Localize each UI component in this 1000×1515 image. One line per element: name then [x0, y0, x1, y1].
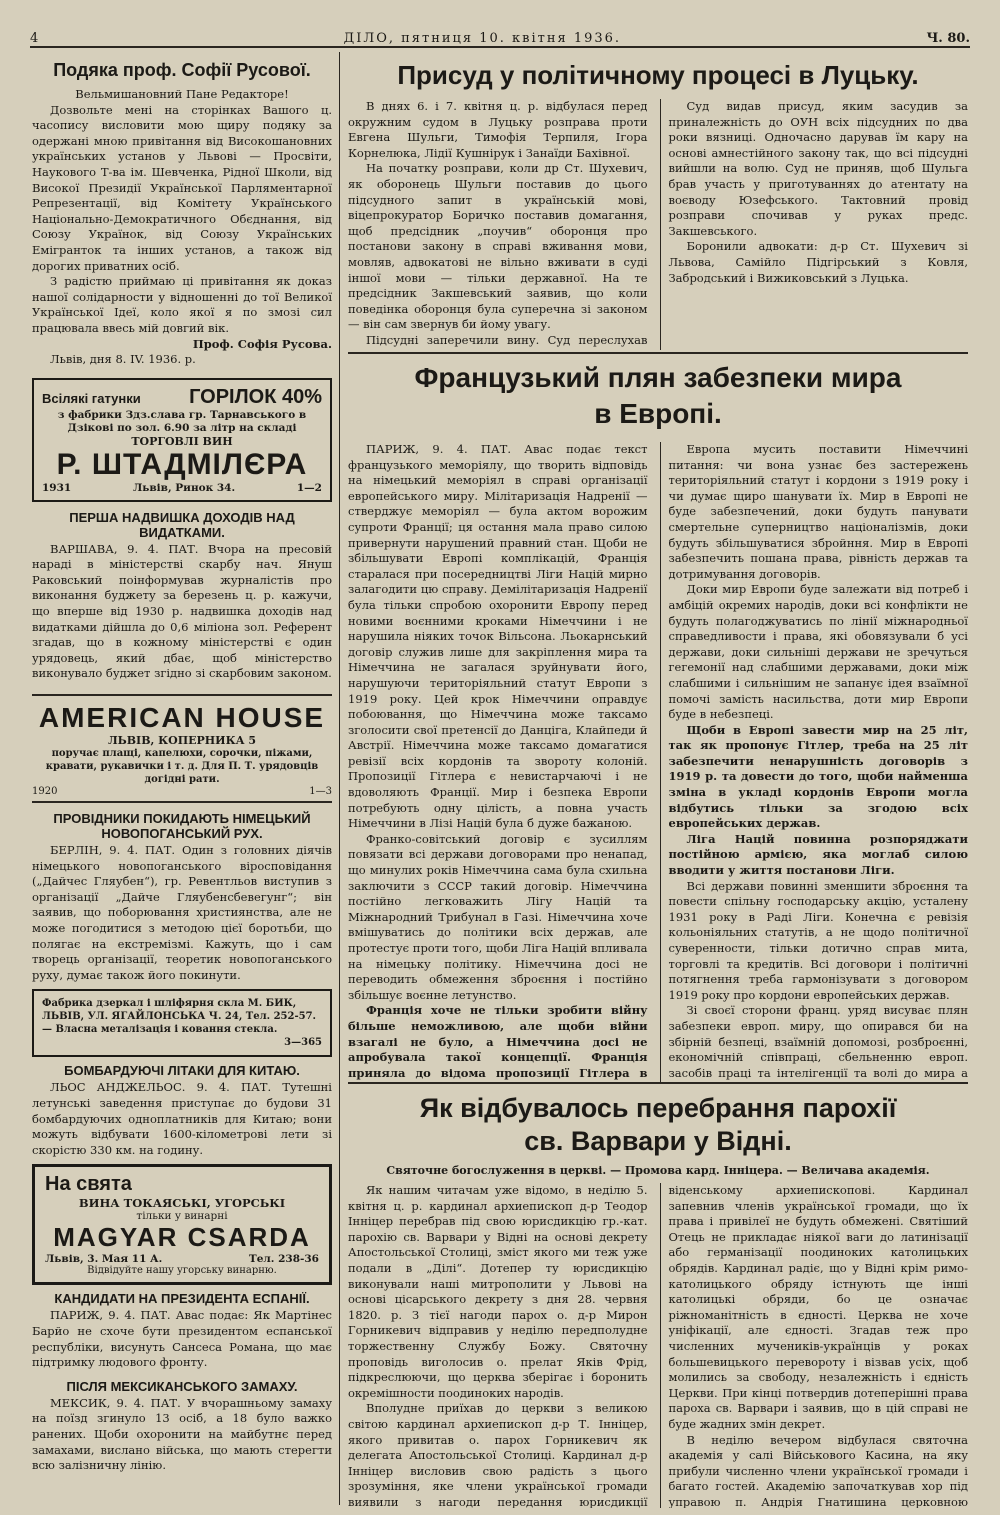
news-body: ЛЬОС АНДЖЕЛЬОС. 9. 4. ПАТ. Тутешні летунські заведення приступає до будови 31 бомбардуючих одноплатників для Китаю; вони можуть відбувати 1600-кілометрові лети зі скорістю 330 км. на годину.: [32, 1080, 332, 1157]
article-paragraph: Всі держави повинні зменшити зброєння та повести спільну господарську акцію, усталену 1931 року в Раді Ліги. Конечна є ревізія кольоніяльних статутів, а не щодо політичної суверенности, тільки дотично справ мита, торговлі та кредитів. Всі договори і політичні потягнення треба гармонізувати з договором 1919 року про кордони европейських держав.: [668, 878, 968, 1002]
article-paragraph: Вполудне приїхав до церкви з великою світою кардинал архиепископ д-р Т. Інніцер, якого привитав о. парох Горникевич як делегата Апостольської Столиці. Кардинал д-р Інніцер висловив свою радість з цього зрозуміння, яке члени української громади виявили з нагоди передання юрисдикції: [348, 1401, 648, 1508]
ad-line: На свята: [45, 1173, 132, 1196]
article-paragraph: Підсудні заперечили вину. Суд переслухав: [366, 332, 648, 347]
thanks-title: Подяка проф. Софії Русової.: [53, 60, 311, 80]
ad-line: Відвідуйте нашу угорську винарню.: [87, 1265, 277, 1277]
article-lutsk-trial: [348, 56, 968, 350]
ad-code: 3—365: [284, 1037, 322, 1049]
news-title: ПРОВІДНИКИ ПОКИДАЮТЬ НІМЕЦЬКИЙ НОВОПОГАНСЬКИЙ РУХ.: [53, 811, 311, 842]
page-header: [30, 24, 970, 48]
article-paragraph: Зі своєї сторони франц. уряд висуває плян забезпеки европ. миру, що опирався би на збірній безпеці, взаїмній допомозі, розброєнні, економічній співпраці, сбельненню европ. засобів праці та інтелігенції та волі до мира а: [668, 1003, 968, 1080]
news-body: ВАРШАВА, 9. 4. ПАТ. Вчора на пресовій нараді в міністерстві скарбу нач. Януш Раковський поінформував журналістів про виконання буджету за березень ц. р. кажучи, що вперше від 1930 р. надвишка доходів над видатками дійшла до 0,6 міліона зол. Референт згадав, що в кожному міністерстві є один урядовець, який дбає, щоб міністерство виконувало буджет згідно зі скарбовим законом.: [32, 541, 332, 681]
article-paragraph: Ліга Націй повинна розпоряджати постійною армією, яка моглаб силою вводити у життя постанови Ліги.: [668, 831, 968, 878]
article-paragraph: Франко-совітський договір є зусиллям повязати всі держави договорами про ненапад, що минулих років Німеччина сама була схильна заключити з СССР такий договір. Німеччина постійно легковажить Лігу Націй та Міжнародний Трибунал в Газі. Німеччина хоче вмішуватись до політики всіх держав, але протестує проти того, щоби Ліга Націй впливала на німецьку політику. Німеччина досі не переводить обмеження зброєння і постійно збільшує воєнне летунство.: [348, 831, 648, 1002]
ad-line: ГОРІЛОК 40%: [189, 385, 322, 408]
article-paragraph: Доки мир Европи буде залежати від потреб і амбіцій окремих народів, доки всі конфлікти не будуть полагоджуватись по лінії міжнародньої справедливости і права, які обовязували б усі держави, доки сильніші держави не зречуться гегемонії над слабшими державами, доки між слабшими і сильнішим не запанує ідея взаїмної помочі замість насильства, доти мир Европи буде в небезпеці.: [668, 582, 968, 722]
thanks-letter: [32, 60, 332, 368]
ad-line: Всілякі гатунки: [42, 390, 141, 406]
ad-line: тільки у винарні: [136, 1210, 228, 1223]
ad-line: з фабрики Здз.слава гр. Тарнавського в Дзікові по зол. 6.90 за літр на складі: [57, 408, 307, 434]
article-title: Французький плян забезпеки мира в Европі.: [414, 362, 902, 429]
article-title: св. Варвари у Відні.: [524, 1126, 792, 1156]
advertisement-stadmiller: [32, 378, 332, 502]
thanks-paragraph: З радістю приймаю ці привітання як доказ нашої солідарности у відношенні до тої Великої Української Ідеї, коло якої я по змозі сил працювала ввесь мій довгий вік.: [32, 274, 332, 335]
article-paragraph: Европа мусить поставити Німеччині питання: чи вона узнає без застережень територіяльний статут і кордони з 1919 року і чи думає щиро шанувати їх. Мир в Европі не буде забезпечений, доки будуть панувати смертельне суперництво націоналізмів, доки будуть збільшуватися збройння. Мир в Европі забезпечить пошана права, рівність держав та дотримування договорів.: [668, 442, 968, 581]
news-title: КАНДИДАТИ НА ПРЕЗИДЕНТА ЕСПАНІЇ.: [54, 1291, 310, 1307]
advertisement-magyar-csarda: [32, 1164, 332, 1285]
ad-line: ВИНА ТОКАЯСЬКІ, УГОРСЬКІ: [78, 1196, 286, 1211]
advertisement-american-house: [32, 694, 332, 803]
article-st-barbara: [348, 1082, 968, 1508]
signature: Проф. Софія Русова.: [192, 336, 332, 351]
news-title: ПЕРША НАДВИШКА ДОХОДІВ НАД ВИДАТКАМИ.: [69, 509, 295, 540]
article-paragraph: ПАРИЖ, 9. 4. ПАТ. Авас подає текст французького меморіялу, що творить відповідь на німецький меморіял в справі організації европейського миру. Мілітаризація Надренії — стверджує меморіял — була актом ворожим супроти Франції; ця остання мала право силою привернути нарушений правний стан. Щоби не збільшувати Европі комплікацій, Франція старалася при посередництві Ліги Націй мирно залагодити цю справу. Демілітаризація Надренії була тільки спробою охоронити Европу перед новими воєнними кроками Німеччини і не нарушила ніяких точок Вільсона. Льокарнський договір служив лише для закріплення мира та Німеччина не загалася зруйнувати його, нарушуючи територіяльний статут Европи з 1919 року. Цей крок Німеччини оправдує побоювання, що Німеччина може таксамо зголосити свої претенсії до Данціга, Клайпеди й Австрії. Німеччина може таксамо домагатися ревізії всіх кордонів та звороту колоній. Пропозиції Гітлера є невистарчаючі і не вдоволяють Франції. Мир і безпека Европи потребують одну цілість, а повна участь Німеччини в Лізі Націй була б дуже бажаною.: [348, 442, 648, 831]
article-paragraph: Боронили адвокати: д-р Ст. Шухевич зі Львова, Самійло Підгірський з Ковля, Забродський і Вижиковський з Луцька.: [668, 239, 968, 285]
article-paragraph: В днях 6. і 7. квітня ц. р. відбулася перед окружним судом в Луцьку розправа проти Евгена Шульги, Тимофія Терпиля, Ігора Корнелюка, Лідії Кушнірук і Занаїди Бахівної.: [348, 99, 648, 160]
masthead-date: ДІЛО, пятниця 10. квітня 1936.: [343, 31, 622, 46]
ad-line: ТОРГОВЛІ ВИН: [131, 434, 233, 448]
news-body: БЕРЛІН, 9. 4. ПАТ. Один з головних діячів німецького новопоганського віросповідання („Дайчес Гляубен“), гр. Ревентльов виступив з організації „Дайче Гляубенсбевегунг“; він заявив, що поборювання християнства, але не може погодитися з методою цієї боротьби, що полягає на екстремізмі. Кажуть, що і сам творець організації, теоретик новопоганського руху, думає також його покинути.: [32, 843, 332, 982]
news-body: МЕКСИК, 9. 4. ПАТ. У вчорашньому замаху на поїзд згинуло 13 осіб, а 18 було важко ранених. Щоби охоронити на майбутнє перед замахами, вислано війська, що мають стерегти всю залізничну лінію.: [32, 1395, 332, 1473]
ad-address: Львів, 3. Мая 11 А.: [45, 1253, 163, 1266]
letter-date: Львів, дня 8. IV. 1936. р.: [50, 352, 196, 367]
article-title: Присуд у політичному процесі в Луцьку.: [397, 60, 919, 90]
article-title: Як відбувалось перебрання парохії: [419, 1093, 897, 1123]
article-french-plan: [348, 352, 968, 1082]
ad-phone: Тел. 238-36: [248, 1253, 319, 1266]
ad-year: 1931: [42, 481, 72, 494]
article-paragraph: Як нашим читачам уже відомо, в неділю 5. квітня ц. р. кардинал архиепископ д-р Теодор Інніцер перебрав під свою юрисдикцію гр.-кат. парохію св. Варвари у Відні на основі декрету Апостольської Столиці, зміст якого ми теж уже подали в „Ділі“. Дотепер ту юрисдикцію виконували наші митрополити у Львові на основі цісарського декрету з дня 28. червня 1820. р. З тієї нагоди парох о. д-р Мирон Горникевич відправив у неділю передполудне торжественну Службу Божу. Святочну проповідь виголосив о. прелат Яків Фрід, підкреслюючи, що церква зберігає і боронить окремішности поодиноких народів.: [348, 1183, 648, 1400]
article-paragraph: В неділю вечером відбулася святочна академія у салі Військового Касина, на яку прибули численно члени української громади і багато гостей. Академію започаткував хор під управою п. Андрія Гнатишина церковною: [668, 1432, 968, 1508]
ad-address: ЛЬВІВ, КОПЕРНИКА 5: [107, 734, 257, 748]
advertisement-mirror-factory: [32, 989, 332, 1057]
article-paragraph: віденському архиепископові. Кардинал запевнив членів української громади, що їх права і привілеї не будуть обмежені. Святіший Отець не прикладає ніякої ваги до латинізації або германізації поодиноких католицьких обрядів. Кардинал радіє, що у Відні крім римо-католицького обряду істнують ще інші католицькі обряди, бо це означає ріжноманітність в єдності. Церква не хоче уніфікації, але єдності. Згадав теж про численних мучеників-українців у роках большевицького перевороту і візвав усіх, щоб молились за свободу, незалежність і єдність Церкви. При кінці потвердив дотеперішні права пароха св. Варвари і заявив, що в цій справі не буде жадних змін декрет.: [668, 1183, 968, 1431]
ad-brand: Р. ШТАДМІЛЄРА: [56, 447, 308, 481]
left-column: [32, 56, 332, 1506]
news-item: [32, 1063, 332, 1158]
news-title: БОМБАРДУЮЧІ ЛІТАКИ ДЛЯ КИТАЮ.: [64, 1063, 300, 1079]
page-number: 4: [30, 31, 39, 46]
news-body: ПАРИЖ, 9. 4. ПАТ. Авас подає: Як Мартінес Барйо не схоче бути президентом еспанської республіки, висунуть Сансеса Романа, що має підтримку людового фронту.: [32, 1308, 332, 1370]
news-item: [32, 510, 332, 682]
salutation: Вельмишановний Пане Редакторе!: [75, 87, 289, 101]
article-subtitle: Святочне богослуження в церкві. — Промова кард. Інніцера. — Величава академія.: [386, 1164, 930, 1177]
issue-number: Ч. 80.: [926, 31, 970, 46]
ad-address: Львів, Ринок 34.: [132, 481, 236, 494]
news-item: [32, 1379, 332, 1474]
news-item: [32, 1291, 332, 1370]
ad-text: поручає плащі, капелюхи, сорочки, піжами, кравати, рукавички і т. д. Для П. Т. урядовців догідні рати.: [45, 748, 319, 786]
ad-brand: MAGYAR CSARDA: [53, 1222, 311, 1253]
article-paragraph: Щоби в Европі завести мир на 25 літ, так як пропонує Гітлер, треба на 25 літ забезпечити ненарушність договорів з 1919 р. та довести до того, щоби найменша зміна в укладі кордонів Европи могла відбутись тільки за згодою всіх европейських держав.: [668, 722, 968, 831]
news-title: ПІСЛЯ МЕКСИКАНСЬКОГО ЗАМАХУ.: [66, 1378, 298, 1394]
column-divider: [339, 52, 340, 1505]
article-paragraph: На початку розправи, коли др Ст. Шухевич, як оборонець Шульги поставив до цього підсудного запит в українській мові, віцепрокуратор Боричко поставив домагання, щоб предсідник „поучив“ оборонця про постанови закону в справі вживання мови, мовляв, адвокатові не вільно вживати в суді іншої мови — тільки державної. На те предсідник Закшевський заявив, що коли поведінка оборонця була суперечна зі законом — він сам звернув би йому увагу.: [348, 161, 648, 332]
article-paragraph: Франція хоче не тільки зробити війну більше неможливою, але щоби війни взагалі не було, а Німеччина досі не апробувала такої концепції. Франція приняла до відома пропозиції Гітлера в: [348, 1003, 648, 1080]
ad-code: 1—3: [309, 786, 332, 798]
ad-code: 1—2: [296, 481, 322, 494]
ad-text: Фабрика дзеркал і шліфярня скла М. БИК, ЛЬВІВ, УЛ. ЯГАЙЛОНСЬКА Ч. 24, Тел. 252-57. — Власна металізація і ковання стекла.: [42, 998, 317, 1036]
article-paragraph: Суд видав присуд, яким засудив за приналежність до ОУН всіх підсудних по два роки вязниці. Одночасно дарував їм кару на основі амнестійного закону так, що всі підсудні вийшли на волю. Суд не приняв, щоб Шульга брав участь у приготуваннях до атентату на воєводу Юзефського. Тактовний провід розправи спочивав у руках предс. Закшевського.: [668, 99, 968, 238]
ad-year: 1920: [32, 786, 58, 798]
thanks-paragraph: Дозвольте мені на сторінках Вашого ц. часопису висловити мою щиру подяку за одержані мною привітання від Високошановних українських установ у Львові — Просвіти, Наукового Т-ва ім. Шевченка, Рідної Школи, від Високої Президії Української Парляментарної Репрезентації, від Комітету Українського Національно-Демократичного Обєднання, від Союзу Українок, від Союзу Українських Емігранток та інших установ, а також від дорогих приватних осіб.: [32, 102, 332, 273]
ad-brand: AMERICAN HOUSE: [38, 702, 326, 734]
news-item: [32, 811, 332, 983]
